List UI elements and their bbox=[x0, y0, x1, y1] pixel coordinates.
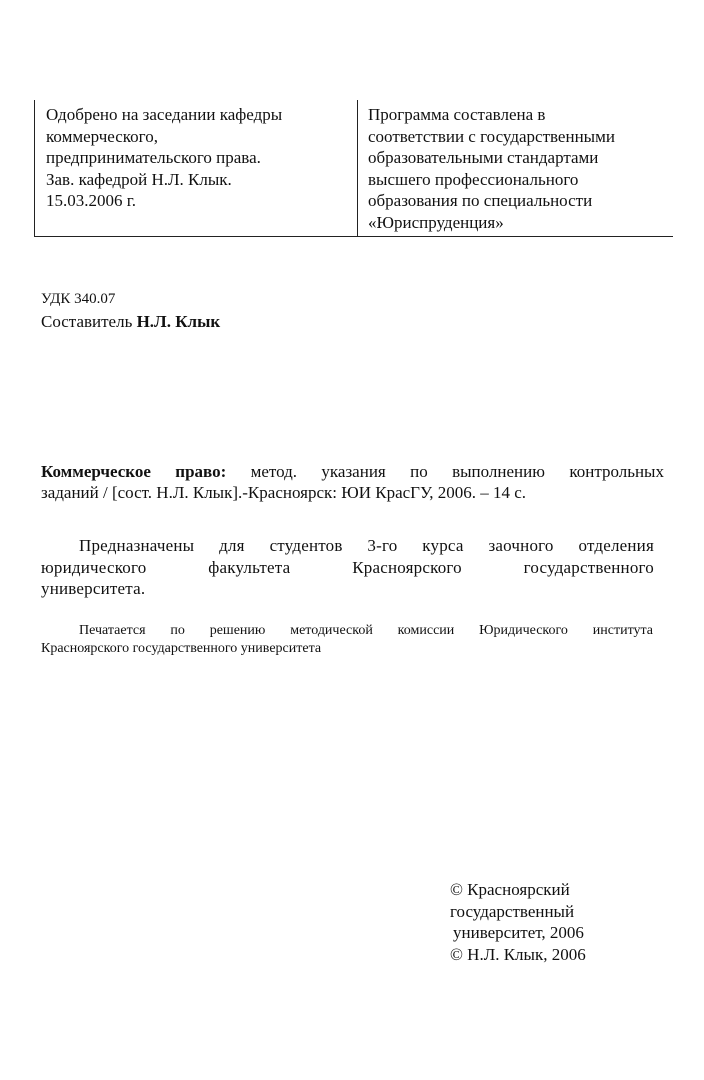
approval-right-line: соответствии с государственными bbox=[368, 126, 615, 146]
purpose-paragraph bbox=[41, 535, 654, 600]
copyright-line: государственный bbox=[450, 901, 575, 921]
print-approval-note bbox=[41, 622, 653, 658]
copyright-line: © Красноярский bbox=[450, 880, 570, 899]
approval-left-line: 15.03.2006 г. bbox=[46, 191, 137, 210]
purpose-line: Предназначены для студентов 3-го курса заочного отделения bbox=[79, 536, 654, 555]
approval-left-line: предпринимательского права. bbox=[46, 148, 261, 167]
citation-line1-rest: метод. указания по выполнению контрольных bbox=[226, 462, 664, 481]
purpose-line: юридического факультета Красноярского государственного bbox=[41, 557, 654, 577]
purpose-line: университета. bbox=[41, 579, 146, 598]
approval-left-line: Одобрено на заседании кафедры bbox=[46, 105, 283, 124]
approval-right-line: высшего профессионального bbox=[368, 169, 579, 189]
approval-left-line: коммерческого, bbox=[46, 126, 158, 146]
approval-cell-standards bbox=[357, 100, 673, 236]
approval-cell-department bbox=[35, 100, 357, 236]
citation-title: Коммерческое право: bbox=[41, 462, 227, 481]
approval-right-line: «Юриспруденция» bbox=[368, 212, 504, 232]
udk-code: УДК 340.07 bbox=[41, 291, 116, 307]
compiler-name: Н.Л. Клык bbox=[136, 312, 221, 331]
citation-line-2: заданий / [сост. Н.Л. Клык].-Красноярск: ЮИ КрасГУ, 2006. – 14 с. bbox=[41, 483, 527, 502]
copyright-line: © Н.Л. Клык, 2006 bbox=[450, 944, 586, 964]
copyright-block bbox=[450, 879, 586, 965]
citation-line-1 bbox=[41, 461, 664, 482]
bibliographic-citation bbox=[41, 461, 664, 503]
print-note-line: Печатается по решению методической комиссии Юридического института bbox=[79, 623, 653, 638]
approval-right-line: Программа составлена в bbox=[368, 105, 546, 124]
compiler-label: Составитель bbox=[41, 312, 137, 331]
print-note-line: Красноярского государственного университета bbox=[41, 641, 322, 656]
copyright-line: университет, 2006 bbox=[453, 923, 584, 942]
compiler-line bbox=[41, 312, 220, 332]
approval-right-line: образования по специальности bbox=[368, 191, 593, 210]
approval-table bbox=[34, 100, 673, 237]
approval-right-line: образовательными стандартами bbox=[368, 148, 599, 167]
approval-left-line: Зав. кафедрой Н.Л. Клык. bbox=[46, 169, 232, 189]
